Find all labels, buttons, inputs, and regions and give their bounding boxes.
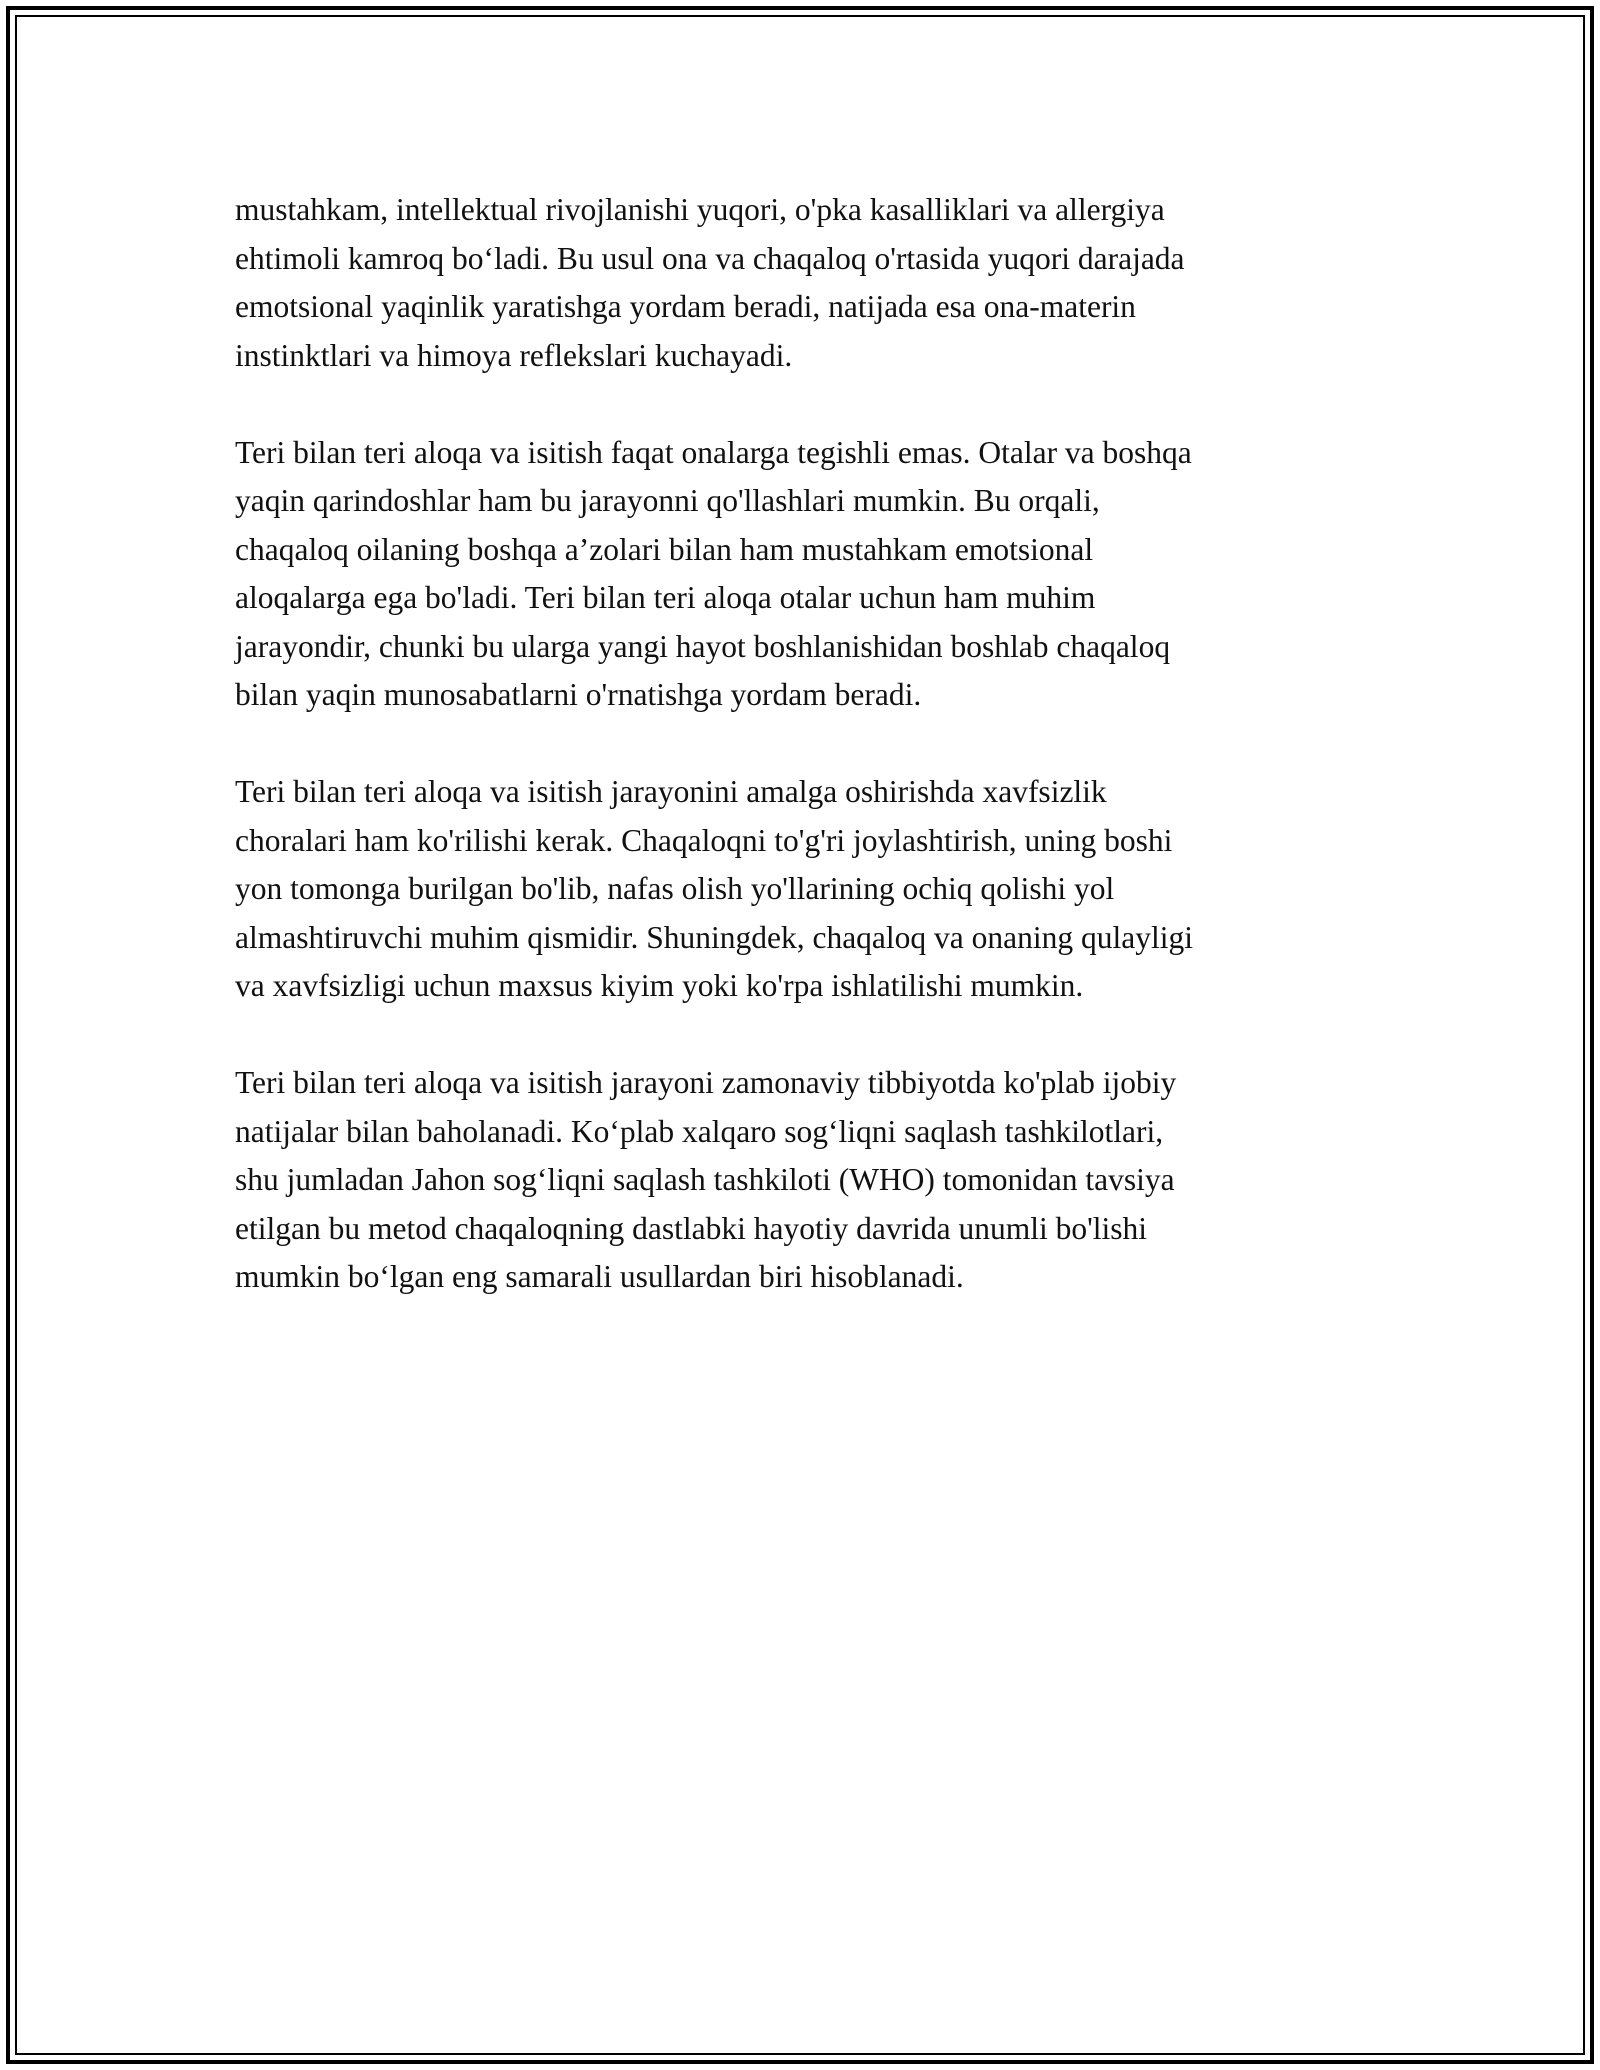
text-line: Teri bilan teri aloqa va isitish jarayoni zamonaviy tibbiyotda ko'plab ijobiy — [235, 1065, 1177, 1100]
text-line: emotsional yaqinlik yaratishga yordam beradi, natijada esa ona-materin — [235, 289, 1136, 324]
text-line: mumkin boʻlgan eng samarali usullardan biri hisoblanadi. — [235, 1259, 964, 1294]
text-line: ehtimoli kamroq boʻladi. Bu usul ona va chaqaloq o'rtasida yuqori darajada — [235, 240, 1185, 276]
text-line: instinktlari va himoya reflekslari kuchayadi. — [235, 337, 793, 373]
paragraph-3 — [235, 768, 1365, 1011]
paragraph-1 — [235, 186, 1365, 380]
paragraph-2 — [235, 429, 1365, 720]
document-body — [235, 186, 1365, 1302]
text-line: yon tomonga burilgan bo'lib, nafas olish yo'llarining ochiq qolishi yol — [235, 871, 1115, 906]
paragraph-4 — [235, 1059, 1365, 1302]
text-line: aloqalarga ega bo'ladi. Teri bilan teri aloqa otalar uchun ham muhim — [235, 580, 1096, 615]
text-line: jarayondir, chunki bu ularga yangi hayot boshlanishidan boshlab chaqaloq — [235, 628, 1171, 664]
text-line: almashtiruvchi muhim qismidir. Shuningdek, chaqaloq va onaning qulayligi — [235, 919, 1193, 955]
text-line: mustahkam, intellektual rivojlanishi yuqori, o'pka kasalliklari va allergiya — [235, 192, 1165, 227]
text-line: Teri bilan teri aloqa va isitish faqat onalarga tegishli emas. Otalar va boshqa — [235, 434, 1192, 470]
text-line: chaqaloq oilaning boshqa a’zolari bilan ham mustahkam emotsional — [235, 531, 1094, 567]
text-line: shu jumladan Jahon sogʻliqni saqlash tashkiloti (WHO) tomonidan tavsiya — [235, 1162, 1175, 1197]
text-line: Teri bilan teri aloqa va isitish jarayonini amalga oshirishda xavfsizlik — [235, 774, 1107, 809]
text-line: yaqin qarindoshlar ham bu jarayonni qo'llashlari mumkin. Bu orqali, — [235, 483, 1100, 518]
text-line: choralari ham ko'rilishi kerak. Chaqaloqni to'g'ri joylashtirish, uning boshi — [235, 822, 1173, 858]
text-line: bilan yaqin munosabatlarni o'rnatishga yordam beradi. — [235, 677, 922, 712]
text-line: natijalar bilan baholanadi. Koʻplab xalqaro sogʻliqni saqlash tashkilotlari, — [235, 1113, 1164, 1149]
text-line: etilgan bu metod chaqaloqning dastlabki hayotiy davrida unumli bo'lishi — [235, 1210, 1148, 1246]
text-line: va xavfsizligi uchun maxsus kiyim yoki ko'rpa ishlatilishi mumkin. — [235, 968, 1084, 1003]
